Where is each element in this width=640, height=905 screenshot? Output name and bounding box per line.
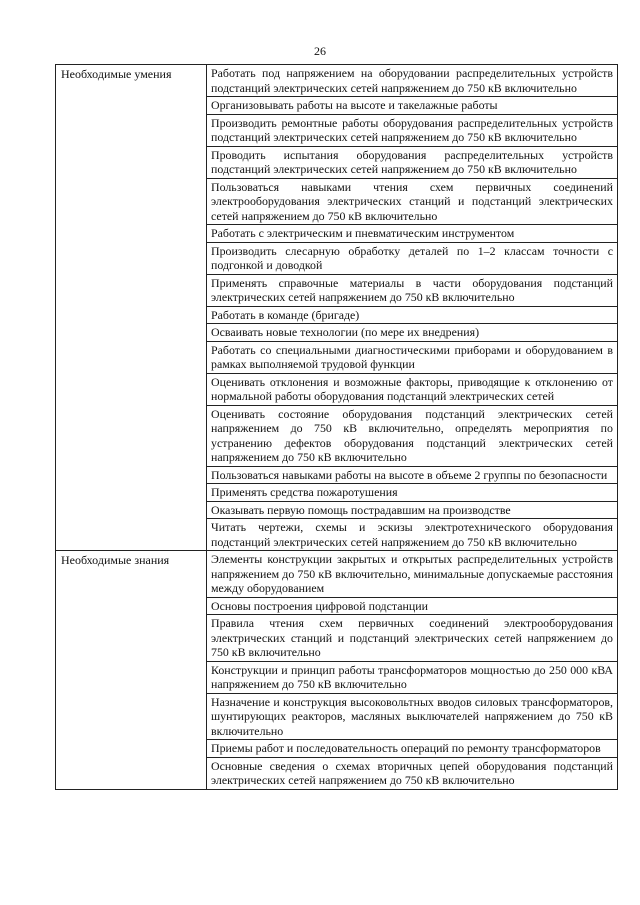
knowledge-item: Основные сведения о схемах вторичных цепей оборудования подстанций электрических сетей напряжением до 750 кВ включительно: [211, 758, 613, 787]
skill-item: Производить ремонтные работы оборудования распределительных устройств подстанций электрических сетей напряжением до 750 кВ включительно: [207, 115, 617, 147]
skill-item: Организовывать работы на высоте и такелажные работы: [207, 97, 617, 115]
skill-item: Производить слесарную обработку деталей по 1–2 классам точности с подгонкой и доводкой: [207, 243, 617, 275]
skill-item: Работать под напряжением на оборудовании распределительных устройств подстанций электрических сетей напряжением до 750 кВ включительно: [207, 65, 617, 97]
skill-item: Оценивать отклонения и возможные факторы, приводящие к отклонению от нормальной работы оборудования подстанций электрических сетей: [207, 374, 617, 406]
skills-row: [56, 65, 618, 551]
knowledge-item: Назначение и конструкция высоковольтных вводов силовых трансформаторов, шунтирующих реакторов, масляных выключателей напряжением до 750 кВ включительно: [207, 694, 617, 741]
knowledge-item: Правила чтения схем первичных соединений электрооборудования электрических станций и подстанций электрических сетей напряжением до 750 кВ включительно: [207, 615, 617, 662]
skill-item: Работать в команде (бригаде): [207, 307, 617, 325]
skill-item: Пользоваться навыками чтения схем первичных соединений электрооборудования электрических станций и подстанций электрических сетей напряжением до 750 кВ включительно: [207, 179, 617, 226]
competency-table: [55, 64, 618, 790]
skill-item: Проводить испытания оборудования распределительных устройств подстанций электрических сетей напряжением до 750 кВ включительно: [207, 147, 617, 179]
page-number: 26: [314, 44, 326, 58]
skill-item: Оказывать первую помощь пострадавшим на производстве: [207, 502, 617, 520]
skill-item: Осваивать новые технологии (по мере их внедрения): [207, 324, 617, 342]
knowledge-item: Основы построения цифровой подстанции: [207, 598, 617, 616]
skill-item: Пользоваться навыками работы на высоте в объеме 2 группы по безопасности: [207, 467, 617, 485]
knowledge-row: [56, 551, 618, 790]
knowledge-item: Конструкции и принцип работы трансформаторов мощностью до 250 000 кВА напряжением до 750 кВ включительно: [207, 662, 617, 694]
skills-label: Необходимые умения: [56, 65, 207, 551]
knowledge-item: Приемы работ и последовательность операций по ремонту трансформаторов: [207, 740, 617, 758]
skill-item: Читать чертежи, схемы и эскизы электротехнического оборудования подстанций электрических сетей напряжением до 750 кВ включительно: [211, 520, 613, 549]
skill-item: Применять средства пожаротушения: [207, 484, 617, 502]
skill-item: Работать со специальными диагностическими приборами и оборудованием в рамках выполняемой трудовой функции: [207, 342, 617, 374]
knowledge-item: Элементы конструкции закрытых и открытых распределительных устройств напряжением до 750 кВ включительно, минимальные допускаемые расстояния между оборудованием: [207, 551, 617, 598]
skill-item: Оценивать состояние оборудования подстанций электрических сетей напряжением до 750 кВ включительно, определять мероприятия по устранению дефектов оборудования подстанций электрических сетей напряжением до 750 кВ включительно: [207, 406, 617, 467]
skill-item: Применять справочные материалы в части оборудования подстанций электрических сетей напряжением до 750 кВ включительно: [207, 275, 617, 307]
knowledge-label: Необходимые знания: [56, 551, 207, 790]
skill-item: Работать с электрическим и пневматическим инструментом: [207, 225, 617, 243]
skills-list: [207, 65, 618, 551]
knowledge-list: [207, 551, 618, 790]
